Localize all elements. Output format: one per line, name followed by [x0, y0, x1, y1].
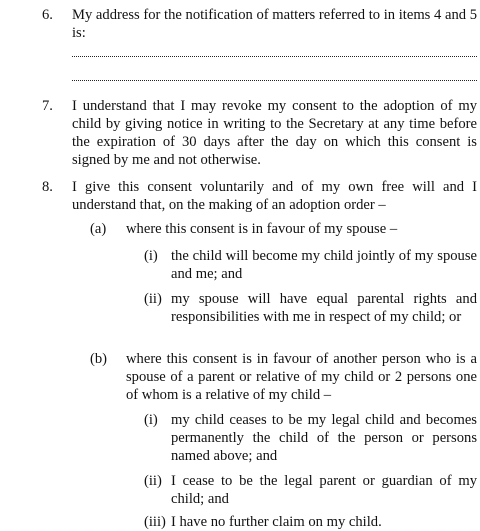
- item-6-text: My address for the notification of matters referred to in items 4 and 5 is:: [72, 7, 477, 41]
- item-8a-i-label: (i): [144, 248, 158, 264]
- item-7-text: I understand that I may revoke my consent to the adoption of my child by giving notice in writing to the Secretary at any time before the expiration of 30 days after the day on which this consent is signed by me and not otherwise.: [72, 98, 477, 168]
- item-8a-i-text: the child will become my child jointly of my spouse and me; and: [171, 248, 477, 282]
- address-line-2[interactable]: [72, 76, 477, 81]
- item-8b-label: (b): [90, 351, 108, 367]
- item-8a-ii-label: (ii): [144, 291, 162, 307]
- item-8b-ii-text: I cease to be the legal parent or guardian of my child; and: [171, 473, 477, 507]
- address-line-1[interactable]: [72, 52, 477, 57]
- item-8b-i-text: my child ceases to be my legal child and becomes permanently the child of the person or persons named above; and: [171, 412, 477, 464]
- item-7-number: 7.: [42, 98, 53, 114]
- item-8b-iii-text: I have no further claim on my child.: [171, 514, 382, 530]
- item-8b-text: where this consent is in favour of another person who is a spouse of a parent or relative of my child or 2 persons one of whom is a relative of my child –: [126, 351, 477, 403]
- item-8a-label: (a): [90, 221, 107, 237]
- item-6-number: 6.: [42, 7, 53, 23]
- item-8-number: 8.: [42, 179, 53, 195]
- item-8b-i-label: (i): [144, 412, 158, 428]
- item-8-text: I give this consent voluntarily and of my own free will and I understand that, on the making of an adoption order –: [72, 179, 477, 213]
- item-8a-ii-text: my spouse will have equal parental rights and responsibilities with me in respect of my child; or: [171, 291, 477, 325]
- item-8a-text: where this consent is in favour of my spouse –: [126, 221, 398, 237]
- item-8b-iii-label: (iii): [144, 514, 166, 530]
- item-8b-ii-label: (ii): [144, 473, 162, 489]
